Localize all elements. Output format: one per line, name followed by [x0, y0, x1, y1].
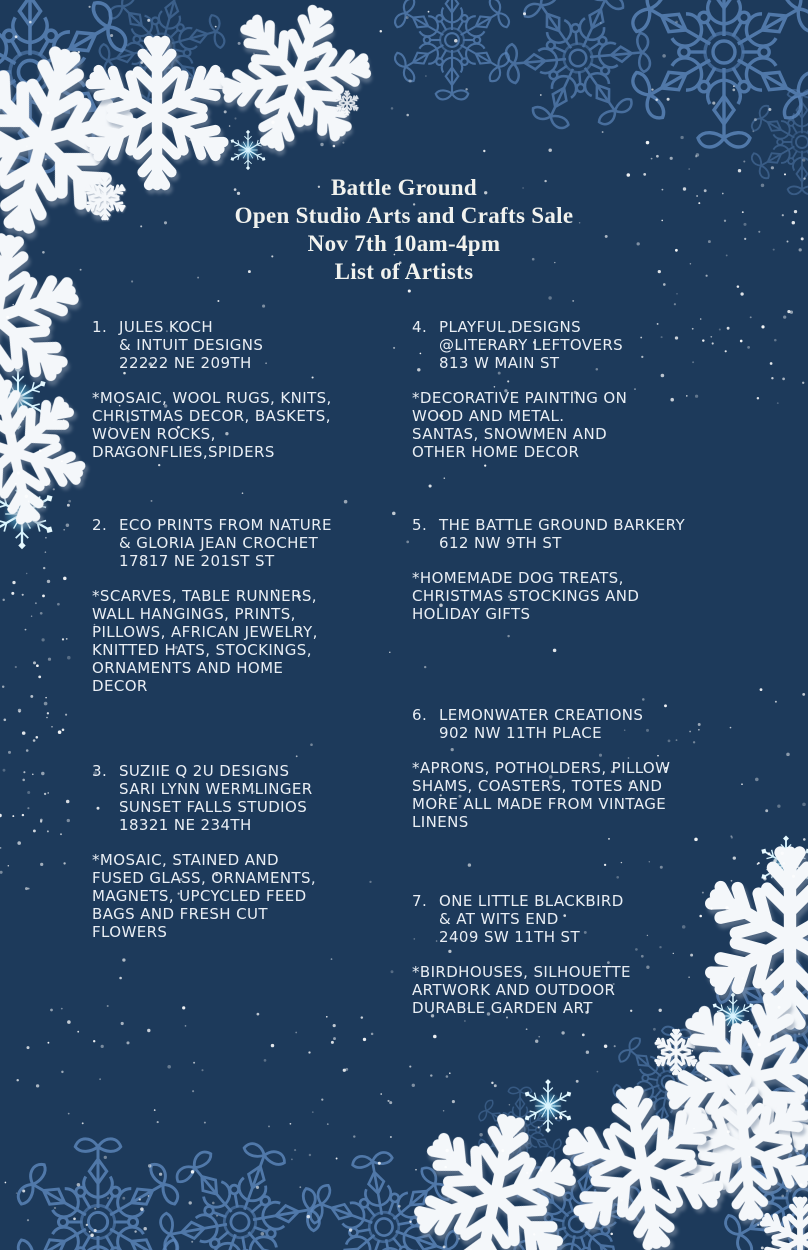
artist-name-line: @LITERARY LEFTOVERS: [439, 336, 624, 354]
artist-product-line: WALL HANGINGS, PRINTS,: [92, 605, 296, 623]
artist-name-line: 2409 SW 11TH ST: [439, 928, 581, 946]
artist-name-line: & AT WITS END: [439, 910, 559, 928]
artist-product-line: SANTAS, SNOWMEN AND: [412, 425, 608, 443]
artist-product-line: KNITTED HATS, STOCKINGS,: [92, 641, 312, 659]
artist-product-line: PILLOWS, AFRICAN JEWELRY,: [92, 623, 318, 641]
artist-number: 5.: [412, 516, 428, 534]
artist-block-6: [412, 706, 670, 831]
artist-number: 1.: [92, 318, 108, 336]
artist-number: 3.: [92, 762, 108, 780]
artist-product-line: CHRISTMAS DECOR, BASKETS,: [92, 407, 331, 425]
artist-name-line: [92, 318, 332, 336]
artist-product-line: FUSED GLASS, ORNAMENTS,: [92, 869, 317, 887]
artist-title-text: SUZIIE Q 2U DESIGNS: [119, 762, 290, 780]
artist-products: [92, 389, 332, 461]
artist-product-line: BAGS AND FRESH CUT: [92, 905, 268, 923]
artist-products: [92, 587, 332, 695]
artist-title-text: THE BATTLE GROUND BARKERY: [439, 516, 686, 534]
artist-title-text: JULES KOCH: [119, 318, 214, 336]
artist-block-2: [92, 516, 332, 695]
artist-name-line: [412, 892, 631, 910]
artist-name-line: SUNSET FALLS STUDIOS: [119, 798, 308, 816]
artist-name-line: [92, 516, 332, 534]
artist-name: [412, 516, 685, 552]
artist-products: [412, 569, 685, 623]
artist-block-4: [412, 318, 627, 461]
artist-name-line: [412, 706, 670, 724]
artist-block-7: [412, 892, 631, 1017]
artist-name: [412, 706, 670, 742]
artist-name: [92, 516, 332, 570]
artist-name-line: & INTUIT DESIGNS: [119, 336, 264, 354]
artist-number: 7.: [412, 892, 428, 910]
artist-name-line: 18321 NE 234TH: [119, 816, 252, 834]
artist-title-text: LEMONWATER CREATIONS: [439, 706, 644, 724]
artist-product-line: *BIRDHOUSES, SILHOUETTE: [412, 963, 631, 981]
artist-name-line: 22222 NE 209TH: [119, 354, 252, 372]
artist-products: [412, 963, 631, 1017]
artist-products: [412, 759, 670, 831]
artist-name-line: 17817 NE 201ST ST: [119, 552, 275, 570]
artist-number: 2.: [92, 516, 108, 534]
artist-name: [92, 318, 332, 372]
artist-name-line: & GLORIA JEAN CROCHET: [119, 534, 319, 552]
artist-product-line: LINENS: [412, 813, 469, 831]
title-line-list-heading: List of Artists: [334, 259, 474, 284]
artist-product-line: WOOD AND METAL.: [412, 407, 565, 425]
artist-block-3: [92, 762, 316, 941]
artist-name-line: 813 W MAIN ST: [439, 354, 560, 372]
artist-product-line: MORE ALL MADE FROM VINTAGE: [412, 795, 667, 813]
artist-product-line: MAGNETS, UPCYCLED FEED: [92, 887, 307, 905]
artist-name-line: [412, 318, 627, 336]
title-line-event-location: Battle Ground: [331, 175, 477, 200]
title-line-event-name: Open Studio Arts and Crafts Sale: [234, 203, 574, 228]
artist-title-text: PLAYFUL DESIGNS: [439, 318, 582, 336]
artist-products: [92, 851, 316, 941]
artist-name: [412, 892, 631, 946]
artist-product-line: *MOSAIC, WOOL RUGS, KNITS,: [92, 389, 332, 407]
artist-product-line: CHRISTMAS STOCKINGS AND: [412, 587, 640, 605]
artist-name: [412, 318, 627, 372]
artist-product-line: DRAGONFLIES,SPIDERS: [92, 443, 275, 461]
artist-block-5: [412, 516, 685, 623]
artist-product-line: ARTWORK AND OUTDOOR: [412, 981, 616, 999]
artist-product-line: DURABLE GARDEN ART: [412, 999, 593, 1017]
title-line-event-date: Nov 7th 10am-4pm: [307, 231, 501, 256]
artist-products: [412, 389, 627, 461]
artist-title-text: ONE LITTLE BLACKBIRD: [439, 892, 624, 910]
artist-product-line: FLOWERS: [92, 923, 168, 941]
artist-name-line: 902 NW 11TH PLACE: [439, 724, 603, 742]
artist-product-line: DECOR: [92, 677, 148, 695]
artist-name-line: [412, 516, 685, 534]
artist-name-line: 612 NW 9TH ST: [439, 534, 562, 552]
artist-product-line: *SCARVES, TABLE RUNNERS,: [92, 587, 317, 605]
artist-name-line: [92, 762, 316, 780]
artist-product-line: WOVEN ROCKS,: [92, 425, 216, 443]
artist-product-line: *HOMEMADE DOG TREATS,: [412, 569, 624, 587]
artist-product-line: HOLIDAY GIFTS: [412, 605, 531, 623]
artist-product-line: SHAMS, COASTERS, TOTES AND: [412, 777, 663, 795]
artist-number: 4.: [412, 318, 428, 336]
artist-product-line: *MOSAIC, STAINED AND: [92, 851, 279, 869]
artist-name: [92, 762, 316, 834]
artist-name-line: SARI LYNN WERMLINGER: [119, 780, 313, 798]
artist-title-text: ECO PRINTS FROM NATURE: [119, 516, 332, 534]
artist-product-line: *DECORATIVE PAINTING ON: [412, 389, 628, 407]
artist-number: 6.: [412, 706, 428, 724]
artist-product-line: *APRONS, POTHOLDERS, PILLOW: [412, 759, 671, 777]
artist-product-line: ORNAMENTS AND HOME: [92, 659, 284, 677]
artist-product-line: OTHER HOME DECOR: [412, 443, 580, 461]
artist-block-1: [92, 318, 332, 461]
